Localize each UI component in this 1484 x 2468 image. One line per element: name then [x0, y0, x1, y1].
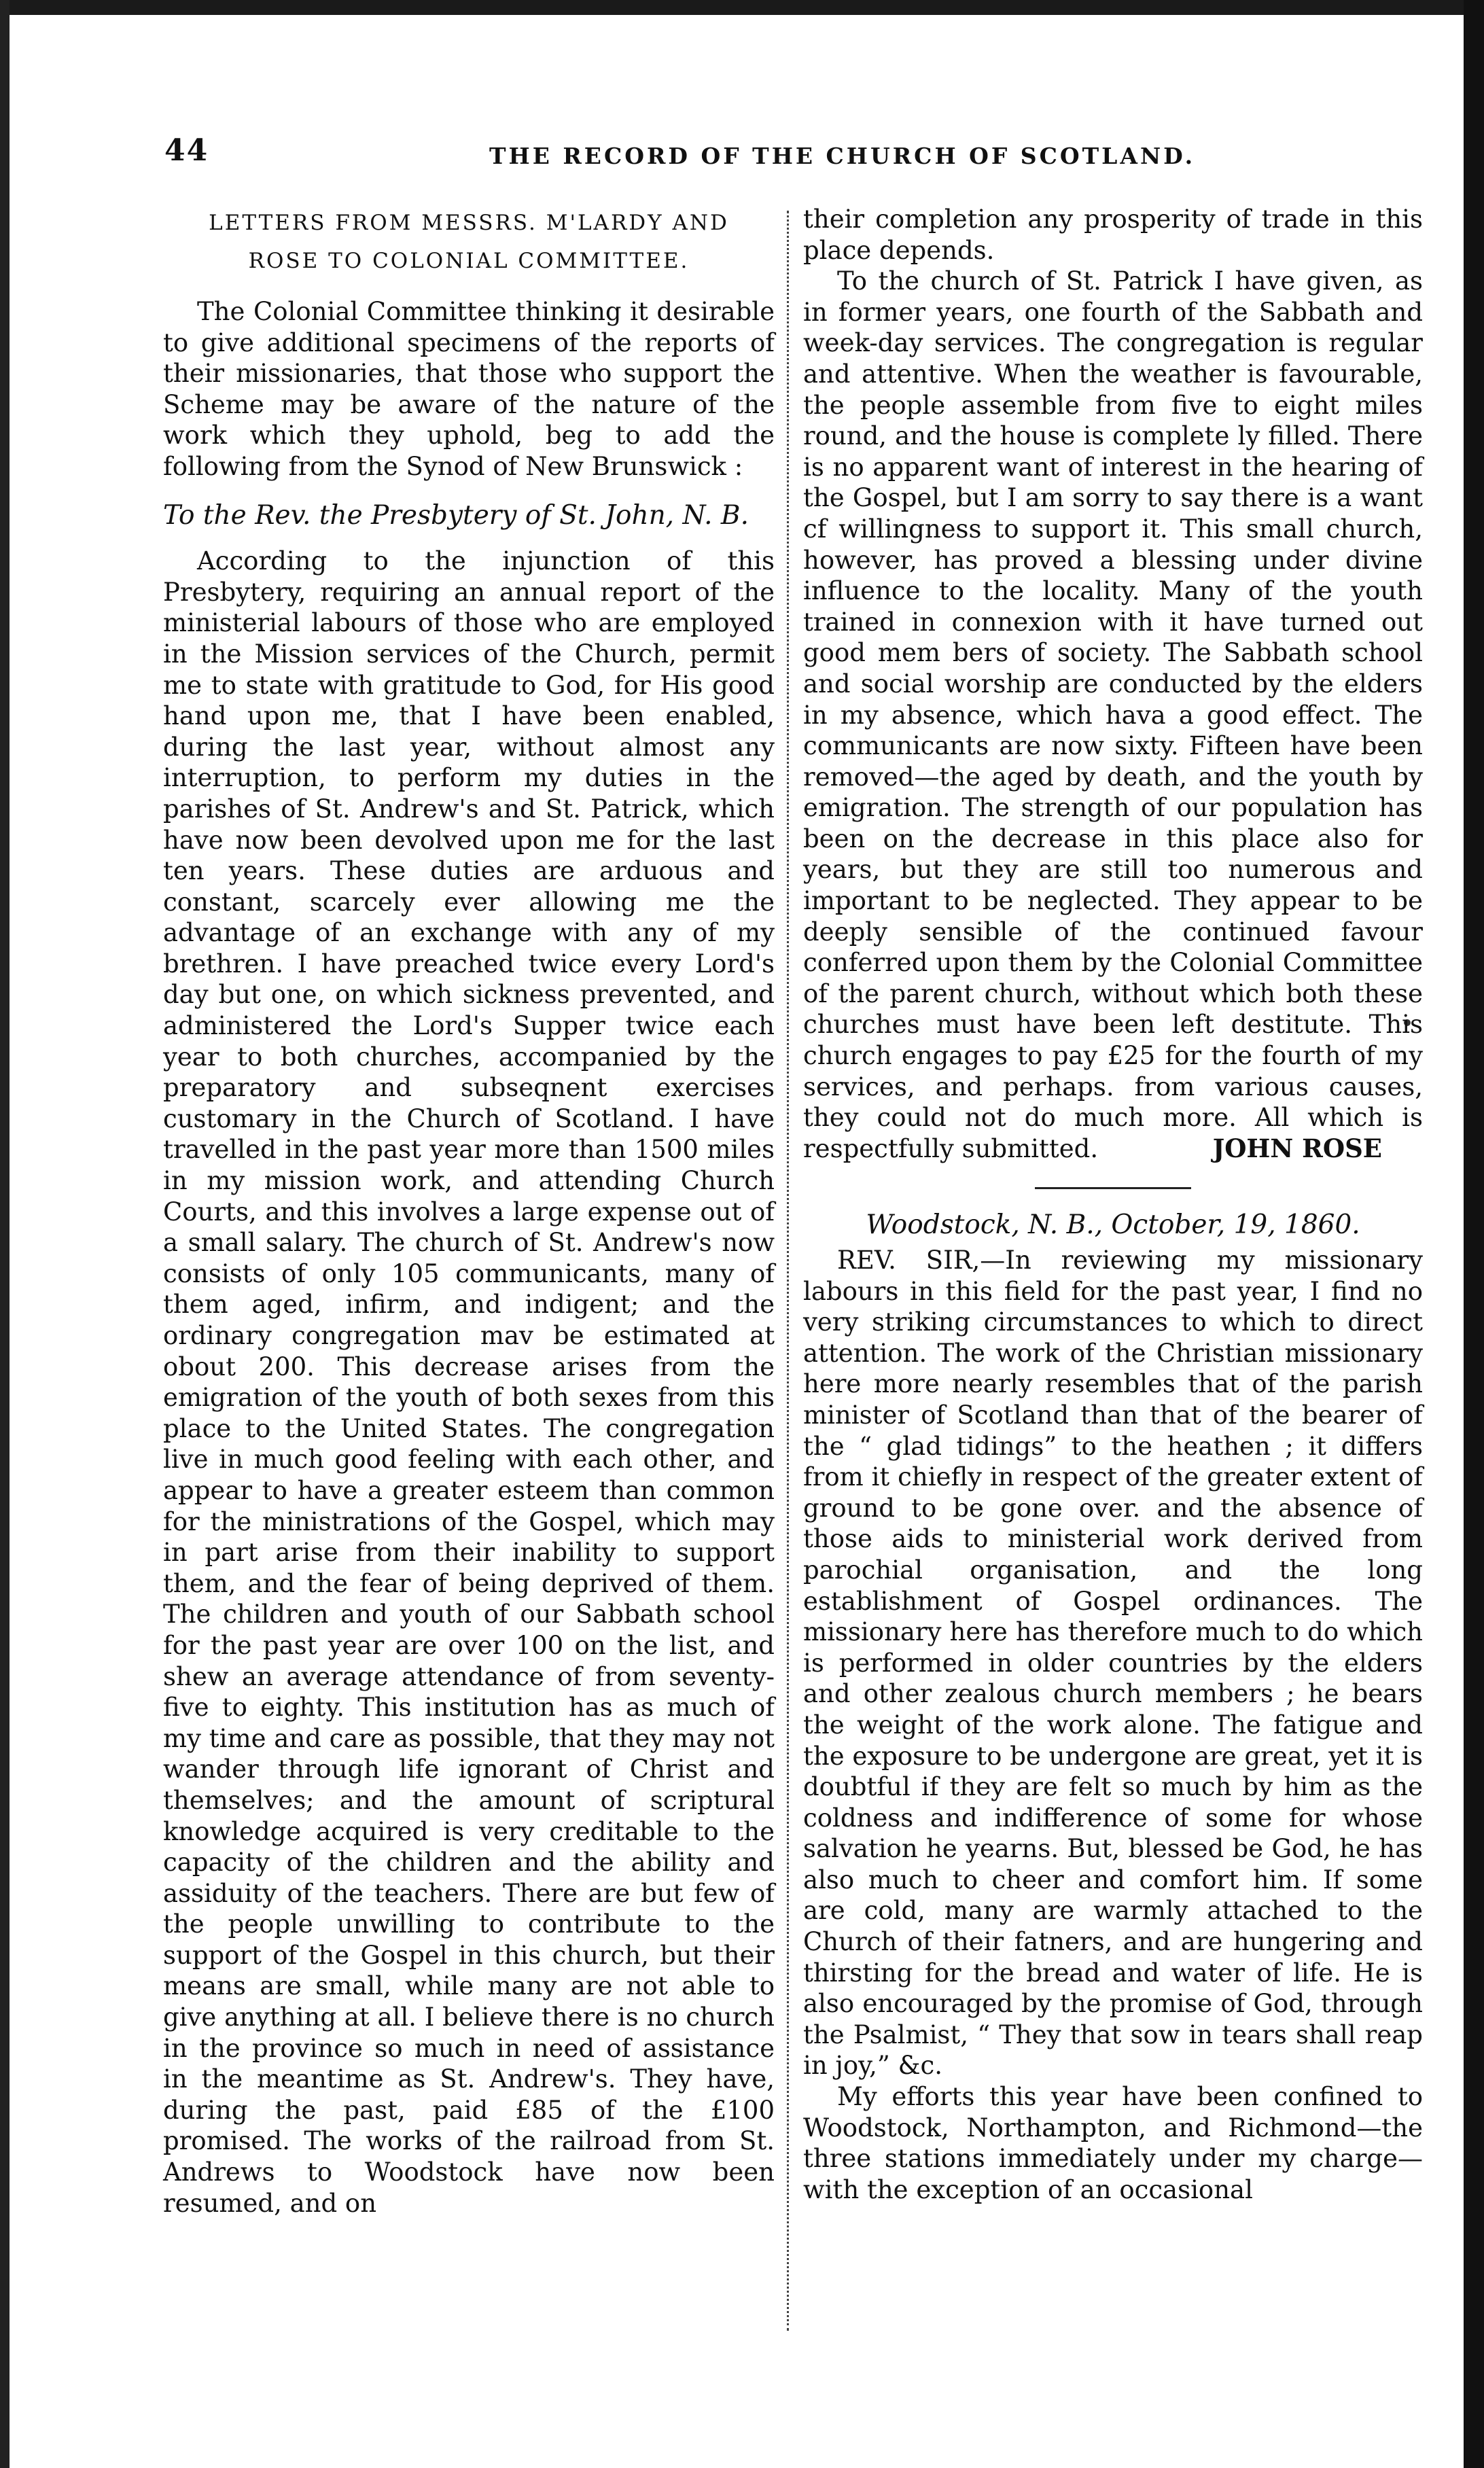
second-letter-paragraph: REV. SIR,—In reviewing my missionary labours in this field for the past year, I find no very striking circumstances to which to direct attention. The work of the Christian missionary here more nearly resembles that of the parish minister of Scotland than that of the bearer of the “ glad tidings” to the heathen ; it differs from it chiefly in respect of the greater extent of ground to be gone over. and the absence of those aids to ministerial work derived from parochial organisation, and the long establishment of Gospel ordinances. The missionary here has therefore much to do which is performed in older countries by the elders and other zealous church members ; he bears the weight of the work alone. The fatigue and the exposure to be undergone are great, yet it is doubtful if they are felt so much by him as the coldness and indifference of some for whose salvation he yearns. But, blessed be God, he has also much to cheer and comfort him. If some are cold, many are warmly attached to the Church of their fatners, and are hungering and thirsting for the bread and water of life. He is also encouraged by the promise of God, through the Psalmist, “ They that sow in tears shall reap in joy,” &c. [803, 1246, 1423, 2081]
letter-signature: JOHN ROSE [1212, 1133, 1382, 1163]
letter-salutation: To the Rev. the Presbytery of St. John, N. B. [163, 499, 749, 531]
column-divider [787, 211, 789, 2331]
continuation-paragraph: their completion any prosperity of trade in this place depends. [803, 205, 1423, 265]
scan-border-left [0, 0, 10, 2468]
left-column [163, 204, 775, 2219]
scan-border-top [0, 0, 1484, 15]
letter-dateline: Woodstock, N. B., October, 19, 1860. [866, 1210, 1360, 1241]
running-head: THE RECORD OF THE CHURCH OF SCOTLAND. [489, 143, 1196, 169]
letter-separator [1035, 1187, 1191, 1189]
article-heading-line1: LETTERS FROM MESSRS. M'LARDY AND [209, 211, 729, 235]
page-number: 44 [164, 133, 209, 168]
article-heading [163, 204, 775, 280]
st-patrick-paragraph: To the church of St. Patrick I have given, as in former years, one fourth of the Sabbath and week-day services. The congregation is regular and attentive. When the weather is favourable, the people assemble from five to eight miles round, and the house is complete ly filled. There is no apparent want of interest in the hearing of the Gospel, but I am sorry to say there is a want cf willingness to support it. This small church, however, has proved a blessing under divine influence to the locality. Many of the youth trained in connexion with it have turned out good mem bers of society. The Sabbath school and social worship are conducted by the elders in my absence, which hava a good effect. The communicants are now sixty. Fifteen have been removed—the aged by death, and the youth by emigration. The strength of our population has been on the decrease in this place also for years, but they are still too numerous and important to be neglected. They appear to be deeply sensible of the continued favour conferred upon them by the Colonial Committee of the parent church, without which both these churches must have been left destitute. This church engages to pay £25 for the fourth of my services, and perhaps. from various causes, they could not do much more. All which is respectfully submitted. [803, 266, 1423, 1163]
letter-body-paragraph: According to the injunction of this Presbytery, requiring an annual report of the ministerial labours of those who are employed in the Mission services of the Church, permit me to state with gratitude to God, for His good hand upon me, that I have been enabled, during the last year, without almost any interruption, to perform my duties in the parishes of St. Andrew's and St. Patrick, which have now been devolved upon me for the last ten years. These duties are arduous and constant, scarcely ever allowing me the advantage of an exchange with any of my brethren. I have preached twice every Lord's day but one, on which sickness prevented, and administered the Lord's Supper twice each year to both churches, accompanied by the preparatory and subseqnent exercises customary in the Church of Scotland. I have travelled in the past year more than 1500 miles in my mission work, and attending Church Courts, and this involves a large expense out of a small salary. The church of St. Andrew's now consists of only 105 communicants, many of them aged, infirm, and indigent; and the ordinary congregation mav be estimated at obout 200. This decrease arises from the emigration of the youth of both sexes from this place to the United States. The congregation live in much good feeling with each other, and appear to have a greater esteem than common for the ministrations of the Gospel, which may in part arise from their inability to support them, and the fear of being deprived of them. The children and youth of our Sabbath school for the past year are over 100 on the list, and shew an average attendance of from seventy-five to eighty. This institution has as much of my time and care as possible, that they may not wander through life ignorant of Christ and themselves; and the amount of scriptural knowledge acquired is very creditable to the capacity of the children and the ability and assiduity of the teachers. There are but few of the people unwilling to contribute to the support of the Gospel in this church, but their means are small, while many are not able to give anything at all. I believe there is no church in the province so much in need of assistance in the meantime as St. Andrew's. They have, during the past, paid £85 of the £100 promised. The works of the railroad from St. Andrews to Woodstock have now been resumed, and on [163, 546, 775, 2218]
intro-paragraph: The Colonial Committee thinking it desirable to give additional specimens of the reports of their missionaries, that those who support the Scheme may be aware of the nature of the work which they uphold, beg to add the following from the Synod of New Brunswick : [163, 297, 775, 481]
article-heading-line2: ROSE TO COLONIAL COMMITTEE. [248, 249, 690, 273]
efforts-paragraph: My efforts this year have been confined to Woodstock, Northampton, and Richmond—the three stations immediately under my charge—with the exception of an occasional [803, 2082, 1423, 2204]
right-column [803, 204, 1423, 2205]
scan-border-right [1464, 0, 1484, 2468]
